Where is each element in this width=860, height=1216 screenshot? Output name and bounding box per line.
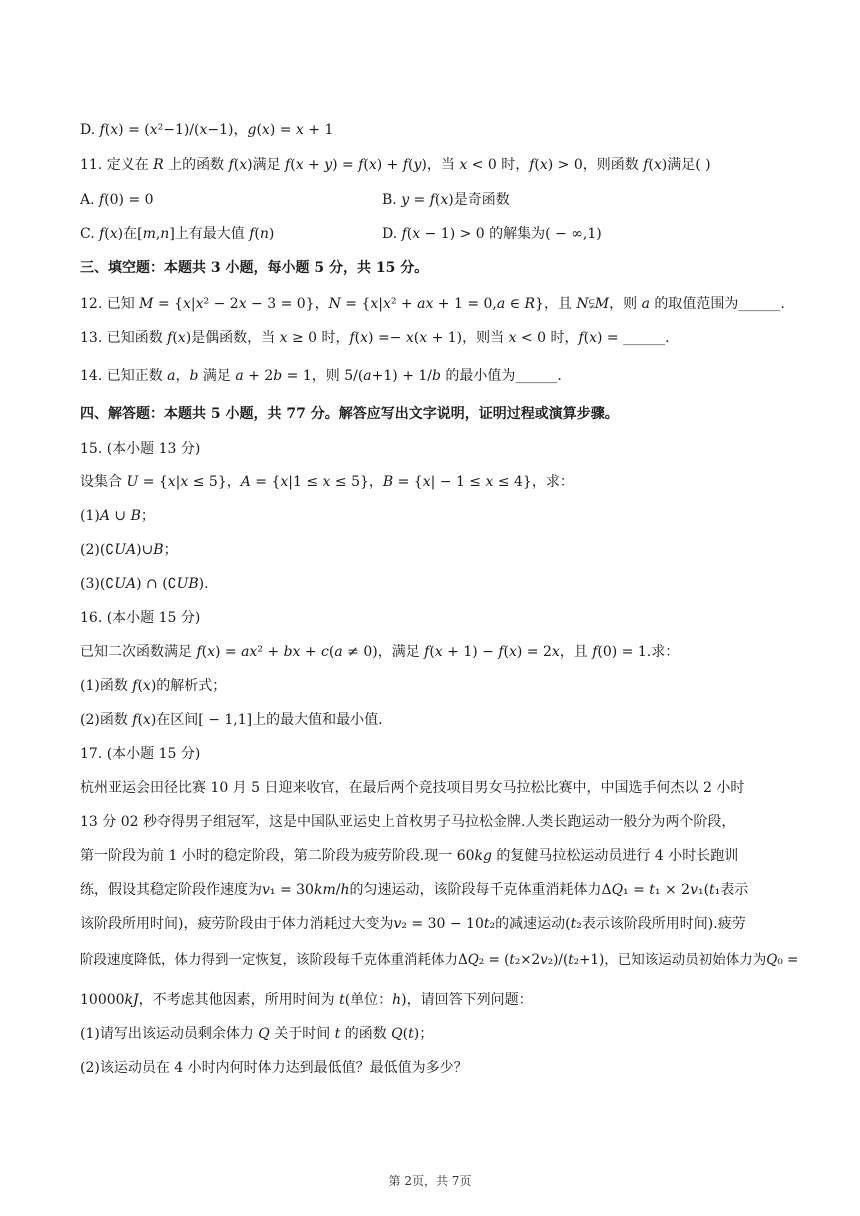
section-heading-fill-in: 三、填空题：本题共 3 小题，每小题 5 分，共 15 分。 [80, 260, 429, 276]
question-17-part-2: (2)该运动员在 4 小时内何时体力达到最低值？最低值为多少？ [80, 1060, 468, 1076]
option-d-line: D. 𝑓(𝑥) = (𝑥²−1)/(𝑥−1)，𝑔(𝑥) = 𝑥 + 1 [80, 122, 334, 138]
question-17-text-1: 杭州亚运会田径比赛 10 月 5 日迎来收官，在最后两个竞技项目男女马拉松比赛中，中国选手何杰以 2 小时 [80, 780, 745, 796]
question-16-part-2: (2)函数 𝑓(𝑥)在区间[ − 1,1]上的最大值和最小值. [80, 712, 383, 728]
question-17-text-2: 13 分 02 秒夺得男子组冠军，这是中国队亚运史上首枚男子马拉松金牌.人类长跑运动一般分为两个阶段， [80, 814, 736, 830]
option-a: A. 𝑓(0) = 0 [80, 192, 154, 208]
question-17-text-4: 练，假设其稳定阶段作速度为𝑣₁ = 30𝑘𝑚/ℎ的匀速运动，该阶段每千克体重消耗体力Δ𝑄₁ = 𝑡₁ × 2𝑣₁(𝑡₁表示 [80, 882, 749, 898]
question-14: 14. 已知正数 𝑎，𝑏 满足 𝑎 + 2𝑏 = 1，则 5/(𝑎+1) + 1/𝑏 的最小值为______. [80, 368, 562, 384]
question-15-header: 15. (本小题 13 分) [80, 441, 201, 457]
question-17-text-5: 该阶段所用时间)，疲劳阶段由于体力消耗过大变为𝑣₂ = 30 − 10𝑡₂的减速运动(𝑡₂表示该阶段所用时间).疲劳 [80, 916, 746, 932]
question-17-text-6: 阶段速度降低，体力得到一定恢复，该阶段每千克体重消耗体力Δ𝑄₂ = (𝑡₂×2𝑣₂)/(𝑡₂+1)，已知该运动员初始体力为𝑄₀ = [80, 952, 799, 968]
question-17-text-3: 第一阶段为前 1 小时的稳定阶段，第二阶段为疲劳阶段.现一 60𝑘𝑔 的复健马拉松运动员进行 4 小时长跑训 [80, 848, 739, 864]
question-17-part-1: (1)请写出该运动员剩余体力 𝑄 关于时间 𝑡 的函数 𝑄(𝑡)； [80, 1026, 434, 1042]
question-15-part-2: (2)(∁𝑈𝐴)∪𝐵； [80, 542, 178, 558]
question-11: 11. 定义在 𝑅 上的函数 𝑓(𝑥)满足 𝑓(𝑥 + 𝑦) = 𝑓(𝑥) + 𝑓(𝑦)，当 𝑥 < 0 时，𝑓(𝑥) > 0，则函数 𝑓(𝑥)满足( ) [80, 157, 711, 173]
question-16-header: 16. (本小题 15 分) [80, 610, 201, 626]
option-b: B. 𝑦 = 𝑓(𝑥)是奇函数 [382, 192, 510, 208]
question-12: 12. 已知 𝑀 = {𝑥|𝑥² − 2𝑥 − 3 = 0}，𝑁 = {𝑥|𝑥² + 𝑎𝑥 + 1 = 0,𝑎 ∈ 𝑅}，且 𝑁⫋𝑀，则 𝑎 的取值范围为______. [80, 296, 785, 312]
question-16-stem: 已知二次函数满足 𝑓(𝑥) = 𝑎𝑥² + 𝑏𝑥 + 𝑐(𝑎 ≠ 0)，满足 𝑓(𝑥 + 1) − 𝑓(𝑥) = 2𝑥，且 𝑓(0) = 1.求： [80, 644, 680, 660]
question-15-part-1: (1)𝐴 ∪ 𝐵； [80, 508, 155, 524]
section-heading-answers: 四、解答题：本题共 5 小题，共 77 分。解答应写出文字说明，证明过程或演算步骤。 [80, 406, 619, 422]
question-16-part-1: (1)函数 𝑓(𝑥)的解析式； [80, 678, 227, 694]
page-footer: 第 2页，共 7页 [388, 1174, 472, 1188]
question-17-text-7: 10000𝑘𝐽，不考虑其他因素，所用时间为 𝑡(单位：ℎ)，请回答下列问题： [80, 992, 533, 1008]
question-13: 13. 已知函数 𝑓(𝑥)是偶函数，当 𝑥 ≥ 0 时，𝑓(𝑥) =− 𝑥(𝑥 + 1)，则当 𝑥 < 0 时，𝑓(𝑥) = ______. [80, 330, 670, 346]
question-17-header: 17. (本小题 15 分) [80, 746, 201, 762]
option-d: D. 𝑓(𝑥 − 1) > 0 的解集为( − ∞,1) [382, 226, 602, 242]
question-15-stem: 设集合 𝑈 = {𝑥|𝑥 ≤ 5}，𝐴 = {𝑥|1 ≤ 𝑥 ≤ 5}，𝐵 = {𝑥| − 1 ≤ 𝑥 ≤ 4}，求： [80, 474, 574, 490]
option-c: C. 𝑓(𝑥)在[𝑚,𝑛]上有最大值 𝑓(𝑛) [80, 226, 275, 242]
question-15-part-3: (3)(∁𝑈𝐴) ∩ (∁𝑈𝐵). [80, 576, 209, 592]
